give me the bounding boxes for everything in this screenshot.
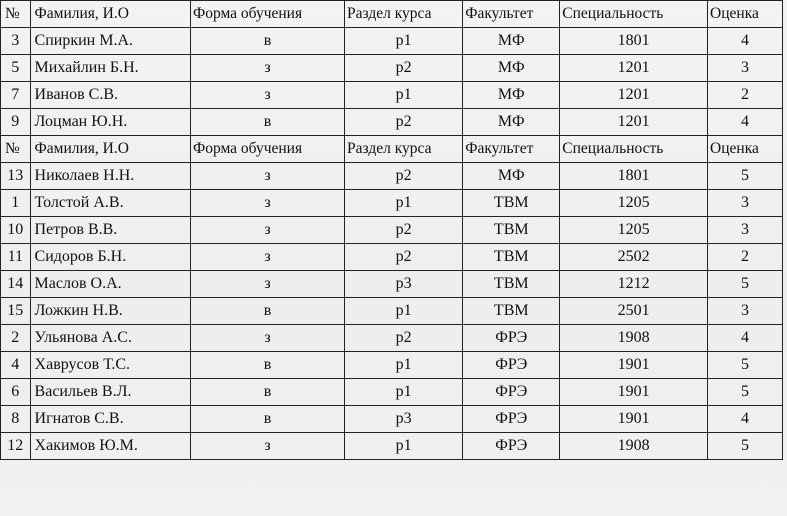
table-row <box>1 271 783 298</box>
table-row <box>1 82 783 109</box>
cell-grade: 3 <box>708 298 783 325</box>
cell-number: 11 <box>1 244 31 271</box>
cell-number: 3 <box>1 28 31 55</box>
cell-grade: 4 <box>708 28 783 55</box>
cell-number: 5 <box>1 55 31 82</box>
header-number: № <box>1 1 31 28</box>
table-row <box>1 217 783 244</box>
header-number: № <box>1 136 31 163</box>
cell-specialty: 1801 <box>560 163 708 190</box>
table-row <box>1 352 783 379</box>
cell-grade: 5 <box>708 163 783 190</box>
cell-name: Хакимов Ю.М. <box>30 433 190 460</box>
cell-faculty: ФРЭ <box>463 379 560 406</box>
cell-course-section: p2 <box>345 244 463 271</box>
table-header-row <box>1 136 783 163</box>
cell-specialty: 2501 <box>560 298 708 325</box>
cell-name: Михайлин Б.Н. <box>30 55 190 82</box>
header-faculty: Факультет <box>463 1 560 28</box>
cell-specialty: 1901 <box>560 352 708 379</box>
cell-faculty: ТВМ <box>463 217 560 244</box>
table-row <box>1 109 783 136</box>
cell-study-form: з <box>190 55 344 82</box>
cell-grade: 5 <box>708 379 783 406</box>
header-course-section: Раздел курса <box>345 136 463 163</box>
cell-faculty: ФРЭ <box>463 433 560 460</box>
cell-faculty: ТВМ <box>463 244 560 271</box>
cell-faculty: ТВМ <box>463 271 560 298</box>
cell-grade: 3 <box>708 217 783 244</box>
cell-faculty: МФ <box>463 82 560 109</box>
header-name: Фамилия, И.О <box>30 136 190 163</box>
table-row <box>1 298 783 325</box>
table-row <box>1 28 783 55</box>
header-study-form: Форма обучения <box>190 1 344 28</box>
cell-study-form: в <box>190 28 344 55</box>
cell-number: 7 <box>1 82 31 109</box>
cell-course-section: p2 <box>345 109 463 136</box>
cell-specialty: 1201 <box>560 109 708 136</box>
header-grade: Оценка <box>708 136 783 163</box>
cell-course-section: p1 <box>345 379 463 406</box>
cell-study-form: в <box>190 298 344 325</box>
cell-course-section: p2 <box>345 55 463 82</box>
cell-name: Хаврусов Т.С. <box>30 352 190 379</box>
cell-grade: 2 <box>708 82 783 109</box>
cell-faculty: ФРЭ <box>463 325 560 352</box>
cell-specialty: 1908 <box>560 433 708 460</box>
header-grade: Оценка <box>708 1 783 28</box>
cell-number: 1 <box>1 190 31 217</box>
cell-course-section: p1 <box>345 433 463 460</box>
cell-course-section: p1 <box>345 352 463 379</box>
cell-study-form: в <box>190 352 344 379</box>
cell-name: Петров В.В. <box>30 217 190 244</box>
cell-course-section: p2 <box>345 163 463 190</box>
cell-number: 4 <box>1 352 31 379</box>
table-row <box>1 433 783 460</box>
cell-specialty: 1205 <box>560 217 708 244</box>
cell-grade: 3 <box>708 190 783 217</box>
cell-specialty: 1908 <box>560 325 708 352</box>
cell-number: 10 <box>1 217 31 244</box>
table-row <box>1 163 783 190</box>
cell-study-form: з <box>190 217 344 244</box>
cell-name: Иванов С.В. <box>30 82 190 109</box>
cell-faculty: ТВМ <box>463 298 560 325</box>
cell-faculty: МФ <box>463 163 560 190</box>
cell-number: 15 <box>1 298 31 325</box>
cell-course-section: p2 <box>345 325 463 352</box>
cell-grade: 5 <box>708 433 783 460</box>
cell-study-form: в <box>190 379 344 406</box>
cell-number: 14 <box>1 271 31 298</box>
cell-grade: 4 <box>708 109 783 136</box>
table-row <box>1 325 783 352</box>
cell-course-section: p1 <box>345 82 463 109</box>
table-header-row <box>1 1 783 28</box>
cell-course-section: p3 <box>345 271 463 298</box>
header-course-section: Раздел курса <box>345 1 463 28</box>
cell-specialty: 1212 <box>560 271 708 298</box>
cell-number: 9 <box>1 109 31 136</box>
cell-course-section: p1 <box>345 190 463 217</box>
header-faculty: Факультет <box>463 136 560 163</box>
cell-faculty: ТВМ <box>463 190 560 217</box>
cell-name: Васильев В.Л. <box>30 379 190 406</box>
cell-specialty: 1205 <box>560 190 708 217</box>
cell-course-section: p2 <box>345 217 463 244</box>
cell-number: 13 <box>1 163 31 190</box>
cell-faculty: МФ <box>463 55 560 82</box>
cell-name: Лоцман Ю.Н. <box>30 109 190 136</box>
cell-specialty: 1201 <box>560 55 708 82</box>
cell-name: Николаев Н.Н. <box>30 163 190 190</box>
cell-specialty: 2502 <box>560 244 708 271</box>
cell-study-form: з <box>190 82 344 109</box>
cell-grade: 3 <box>708 55 783 82</box>
cell-course-section: p1 <box>345 298 463 325</box>
cell-study-form: з <box>190 433 344 460</box>
cell-specialty: 1801 <box>560 28 708 55</box>
cell-study-form: з <box>190 271 344 298</box>
cell-faculty: ФРЭ <box>463 352 560 379</box>
table-row <box>1 244 783 271</box>
cell-study-form: з <box>190 244 344 271</box>
cell-study-form: з <box>190 325 344 352</box>
cell-study-form: в <box>190 406 344 433</box>
cell-number: 8 <box>1 406 31 433</box>
cell-course-section: p1 <box>345 28 463 55</box>
table-row <box>1 379 783 406</box>
cell-study-form: в <box>190 109 344 136</box>
cell-number: 12 <box>1 433 31 460</box>
cell-study-form: з <box>190 190 344 217</box>
cell-name: Игнатов С.В. <box>30 406 190 433</box>
cell-name: Толстой А.В. <box>30 190 190 217</box>
cell-study-form: з <box>190 163 344 190</box>
cell-faculty: МФ <box>463 109 560 136</box>
table-row <box>1 406 783 433</box>
cell-specialty: 1201 <box>560 82 708 109</box>
header-name: Фамилия, И.О <box>30 1 190 28</box>
cell-name: Маслов О.А. <box>30 271 190 298</box>
header-specialty: Специальность <box>560 136 708 163</box>
cell-name: Ульянова А.С. <box>30 325 190 352</box>
header-study-form: Форма обучения <box>190 136 344 163</box>
cell-faculty: МФ <box>463 28 560 55</box>
cell-grade: 4 <box>708 325 783 352</box>
header-specialty: Специальность <box>560 1 708 28</box>
cell-number: 6 <box>1 379 31 406</box>
cell-course-section: p3 <box>345 406 463 433</box>
cell-specialty: 1901 <box>560 379 708 406</box>
cell-grade: 5 <box>708 352 783 379</box>
cell-faculty: ФРЭ <box>463 406 560 433</box>
cell-name: Сидоров Б.Н. <box>30 244 190 271</box>
cell-specialty: 1901 <box>560 406 708 433</box>
cell-grade: 5 <box>708 271 783 298</box>
cell-grade: 2 <box>708 244 783 271</box>
cell-name: Ложкин Н.В. <box>30 298 190 325</box>
cell-name: Спиркин М.А. <box>30 28 190 55</box>
cell-grade: 4 <box>708 406 783 433</box>
table-row <box>1 190 783 217</box>
cell-number: 2 <box>1 325 31 352</box>
table-row <box>1 55 783 82</box>
